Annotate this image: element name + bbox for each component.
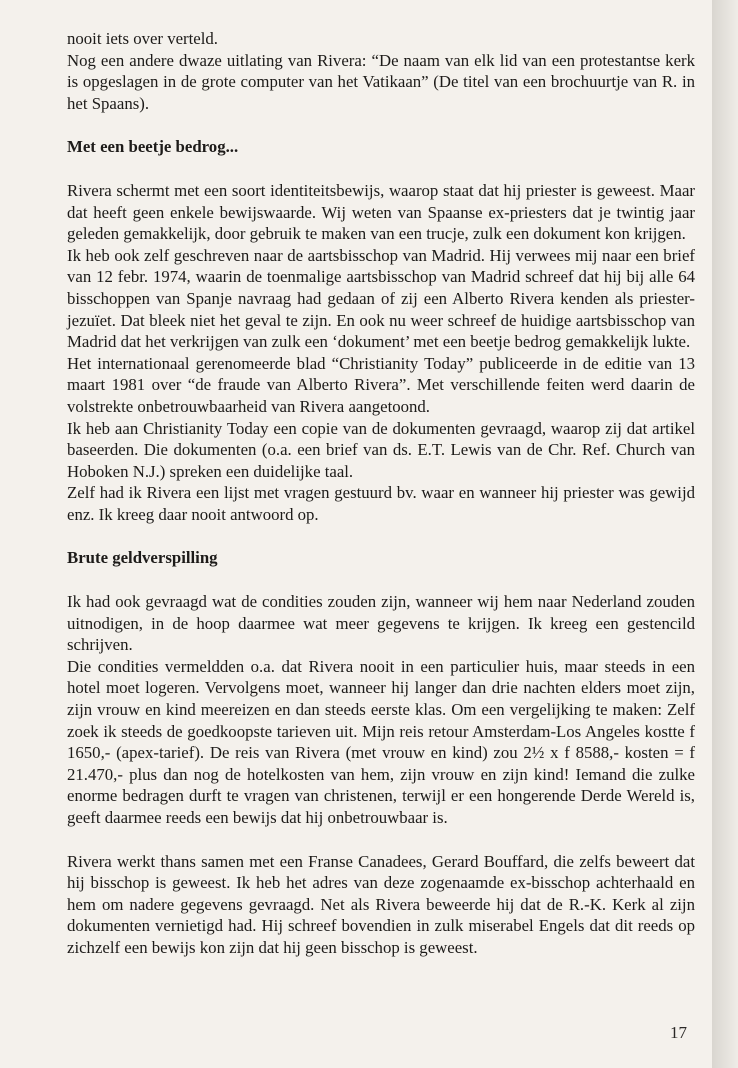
- page-body: [67, 28, 695, 959]
- paragraph: Zelf had ik Rivera een lijst met vragen gestuurd bv. waar en wanneer hij priester was gewijd enz. Ik kreeg daar nooit antwoord op.: [67, 483, 695, 524]
- paragraph: nooit iets over verteld.: [67, 29, 218, 48]
- paragraph: Het internationaal gerenomeerde blad “Christianity Today” publiceerde in de editie van 13 maart 1981 over “de fraude van Alberto Rivera”. Met verschillende feiten werd daarin de volstrekte onbetrouwbaarheid van Rivera aangetoond.: [67, 353, 695, 416]
- section-heading: Brute geldverspilling: [67, 548, 218, 568]
- section-heading: Met een beetje bedrog...: [67, 137, 239, 157]
- page-number: 17: [670, 1023, 687, 1042]
- paragraph: Nog een andere dwaze uitlating van Rivera: “De naam van elk lid van een protestantse kerk is opgeslagen in de grote computer van het Vatikaan” (De titel van een brochuurtje van R. in het Spaans).: [67, 50, 695, 113]
- paragraph: Rivera werkt thans samen met een Franse Canadees, Gerard Bouffard, die zelfs beweert dat hij bisschop is geweest. Ik heb het adres van deze zogenaamde ex-bisschop achterhaald en hem om nadere gegevens gevraagd. Net als Rivera beweerde hij dat de R.-K. Kerk al zijn dokumenten vernietigd had. Hij schreef bovendien in zulk miserabel Engels dat dit reeds op zichzelf een bewijs kon zijn dat hij geen bisschop is geweest.: [67, 851, 695, 957]
- paragraph: Die condities vermeldden o.a. dat Rivera nooit in een particulier huis, maar steeds in een hotel moet logeren. Vervolgens moet, wanneer hij langer dan drie nachten elders moet zijn, zijn vrouw en kind meereizen en dan steeds eerste klas. Om een vergelijking te maken: Zelf zoek ik steeds de goedkoopste tarieven uit. Mijn reis retour Amsterdam-Los Angeles kostte f 1650,- (apex-tarief). De reis van Rivera (met vrouw en kind) zou 2½ x f 8588,- kosten = f 21.470,- plus dan nog de hotelkosten van hem, zijn vrouw en zijn kind! Iemand die zulke enorme bedragen durft te vragen van christenen, terwijl er een hongerende Derde Wereld is, geeft daarmee reeds een bewijs dat hij onbetrouwbaar is.: [67, 656, 695, 827]
- page-edge: [712, 0, 738, 1068]
- paragraph: Ik heb aan Christianity Today een copie van de dokumenten gevraagd, waarop zij dat artikel baseerden. Die dokumenten (o.a. een brief van ds. E.T. Lewis van de Chr. Ref. Church van Hoboken N.J.) spreken een duidelijke taal.: [67, 418, 695, 481]
- paragraph: Ik heb ook zelf geschreven naar de aartsbisschop van Madrid. Hij verwees mij naar een brief van 12 febr. 1974, waarin de toenmalige aartsbisschop van Madrid schreef dat hij bij alle 64 bisschoppen van Spanje navraag had gedaan of zij een Alberto Rivera kenden als priester-jezuïet. Dat bleek niet het geval te zijn. En ook nu weer schreef de huidige aartsbisschop van Madrid dat het verkrijgen van zulk een ‘dokument’ met een beetje bedrog gemakkelijk lukte.: [67, 245, 695, 352]
- paragraph: Rivera schermt met een soort identiteitsbewijs, waarop staat dat hij priester is geweest. Maar dat heeft geen enkele bewijswaarde. Wij weten van Spaanse ex-priesters dat je twintig jaar geleden gemakkelijk, door gebruik te maken van een trucje, zulk een dokument kon krijgen.: [67, 180, 695, 244]
- paragraph: Ik had ook gevraagd wat de condities zouden zijn, wanneer wij hem naar Nederland zouden uitnodigen, in de hoop daarmee wat meer gegevens te krijgen. Ik kreeg een gestencild schrijven.: [67, 592, 695, 655]
